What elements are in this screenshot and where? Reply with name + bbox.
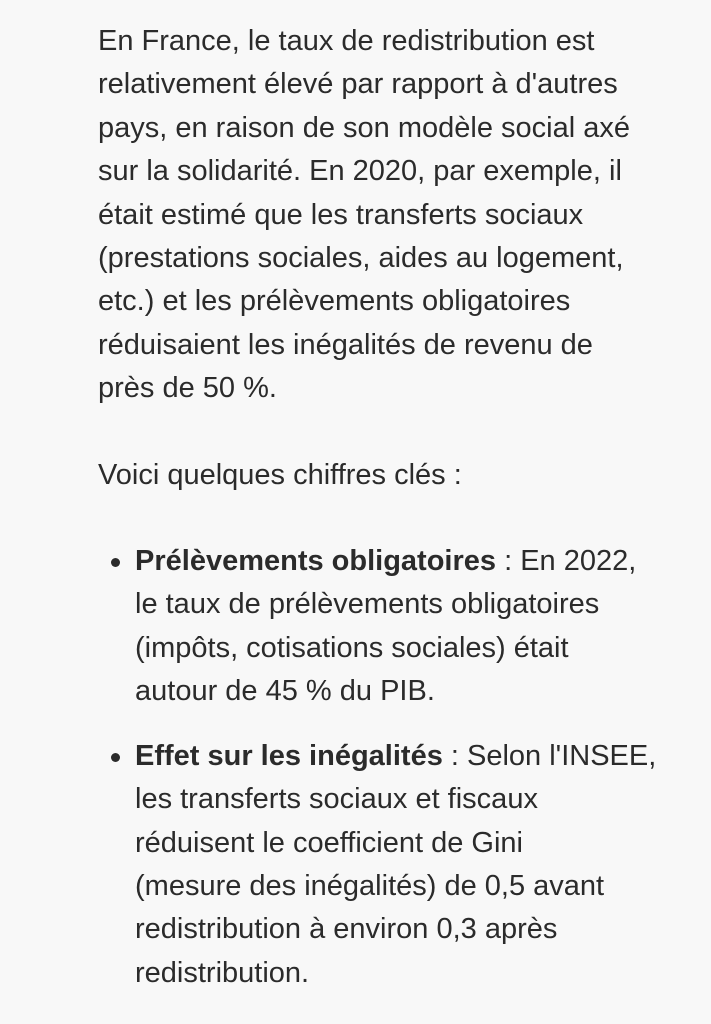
message-content <box>98 20 688 1016</box>
bullet-term: Prélèvements obligatoires <box>135 545 497 578</box>
bullet-text: : Selon l'INSEE, les transferts sociaux et fiscaux réduisent le coefficient de Gini (mesure des inégalités) de 0,5 avant redistribution à environ 0,3 après redistribution. <box>135 739 657 989</box>
bullet-dot-icon <box>111 753 120 762</box>
bullet-term: Effet sur les inégalités <box>135 739 443 772</box>
paragraph-key-figures-intro: Voici quelques chiffres clés : <box>98 458 462 491</box>
key-figures-list <box>98 540 688 995</box>
list-item-inegalites <box>98 735 688 995</box>
list-item-prelevements <box>98 540 688 714</box>
paragraph-redistribution: En France, le taux de redistribution est relativement élevé par rapport à d'autres pays, en raison de son modèle social axé sur la solidarité. En 2020, par exemple, il était estimé que les transferts sociaux (prestations sociales, aides au logement, etc.) et les prélèvements obligatoires réduisaient les inégalités de revenu de près de 50 %. <box>98 25 630 405</box>
bullet-dot-icon <box>111 558 120 567</box>
bullet-text: : En 2022, le taux de prélèvements obligatoires (impôts, cotisations sociales) était autour de 45 % du PIB. <box>135 545 637 708</box>
